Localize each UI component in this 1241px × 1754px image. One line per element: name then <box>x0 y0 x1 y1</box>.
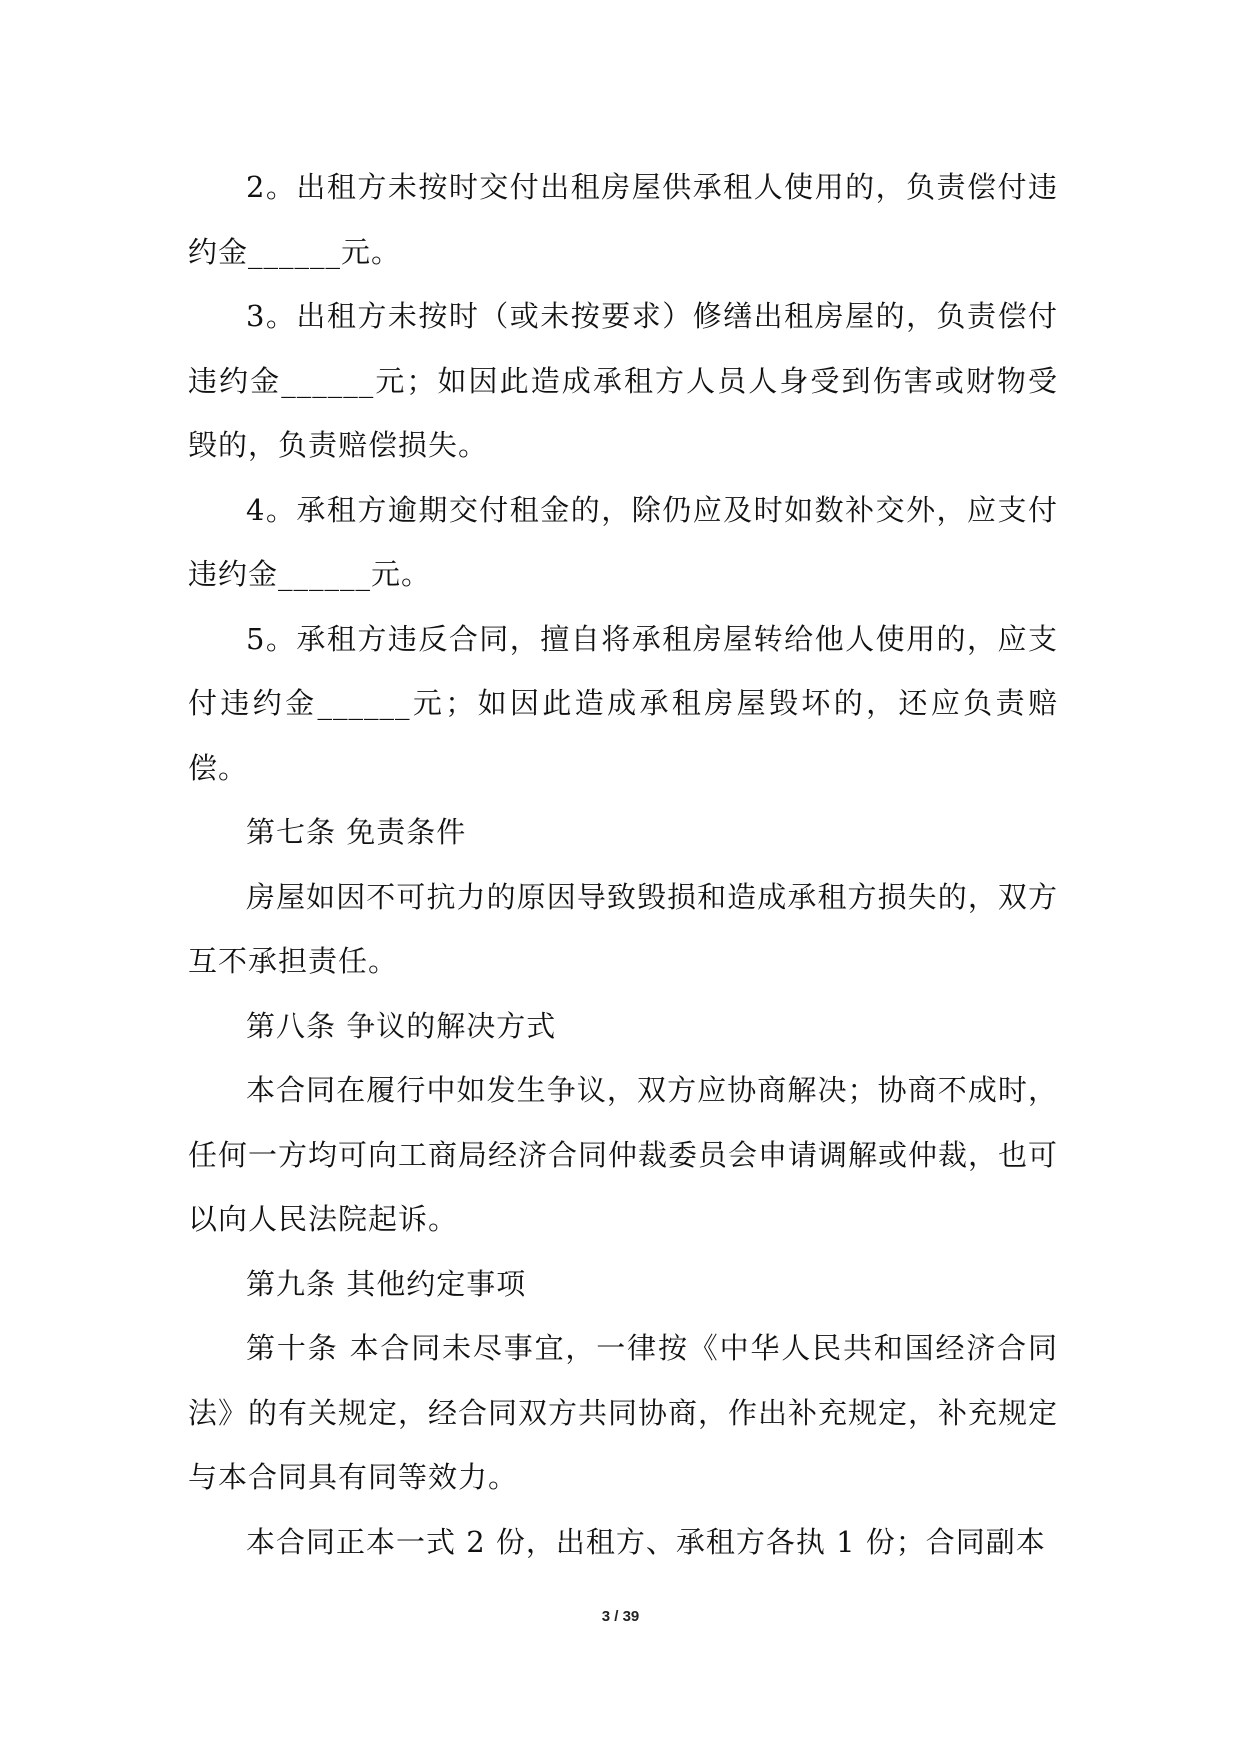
article-9-heading: 第九条 其他约定事项 <box>246 1266 527 1301</box>
article-7-body: 房屋如因不可抗力的原因导致毁损和造成承租方损失的，双方互不承担责任。 <box>188 879 1058 978</box>
article-10-body: 第十条 本合同未尽事宜，一律按《中华人民共和国经济合同法》的有关规定，经合同双方共同协商，作出补充规定，补充规定与本合同具有同等效力。 <box>188 1331 1059 1494</box>
article-8-body: 本合同在履行中如发生争议，双方应协商解决；协商不成时，任何一方均可向工商局经济合同仲裁委员会申请调解或仲裁，也可以向人民法院起诉。 <box>188 1073 1059 1236</box>
clause-penalty-sublet: 5。承租方违反合同，擅自将承租房屋转给他人使用的，应支付违约金______元；如因此造成承租房屋毁坏的，还应负责赔偿。 <box>188 621 1058 785</box>
page-number: 3 / 39 <box>601 1608 640 1625</box>
clause-penalty-repairs: 3。出租方未按时（或未按要求）修缮出租房屋的，负责偿付违约金______元；如因此造成承租方人员人身受到伤害或财物受毁的，负责赔偿损失。 <box>188 299 1058 462</box>
document-body <box>188 155 1058 1574</box>
article-7-heading: 第七条 免责条件 <box>246 815 467 849</box>
article-8-heading: 第八条 争议的解决方式 <box>246 1008 557 1043</box>
copies-clause: 本合同正本一式 2 份，出租方、承租方各执 1 份；合同副本 <box>246 1524 1046 1559</box>
clause-penalty-late-rent: 4。承租方逾期交付租金的，除仍应及时如数补交外，应支付违约金______元。 <box>188 492 1058 591</box>
clause-penalty-late-delivery: 2。出租方未按时交付出租房屋供承租人使用的，负责偿付违约金______元。 <box>188 170 1058 269</box>
